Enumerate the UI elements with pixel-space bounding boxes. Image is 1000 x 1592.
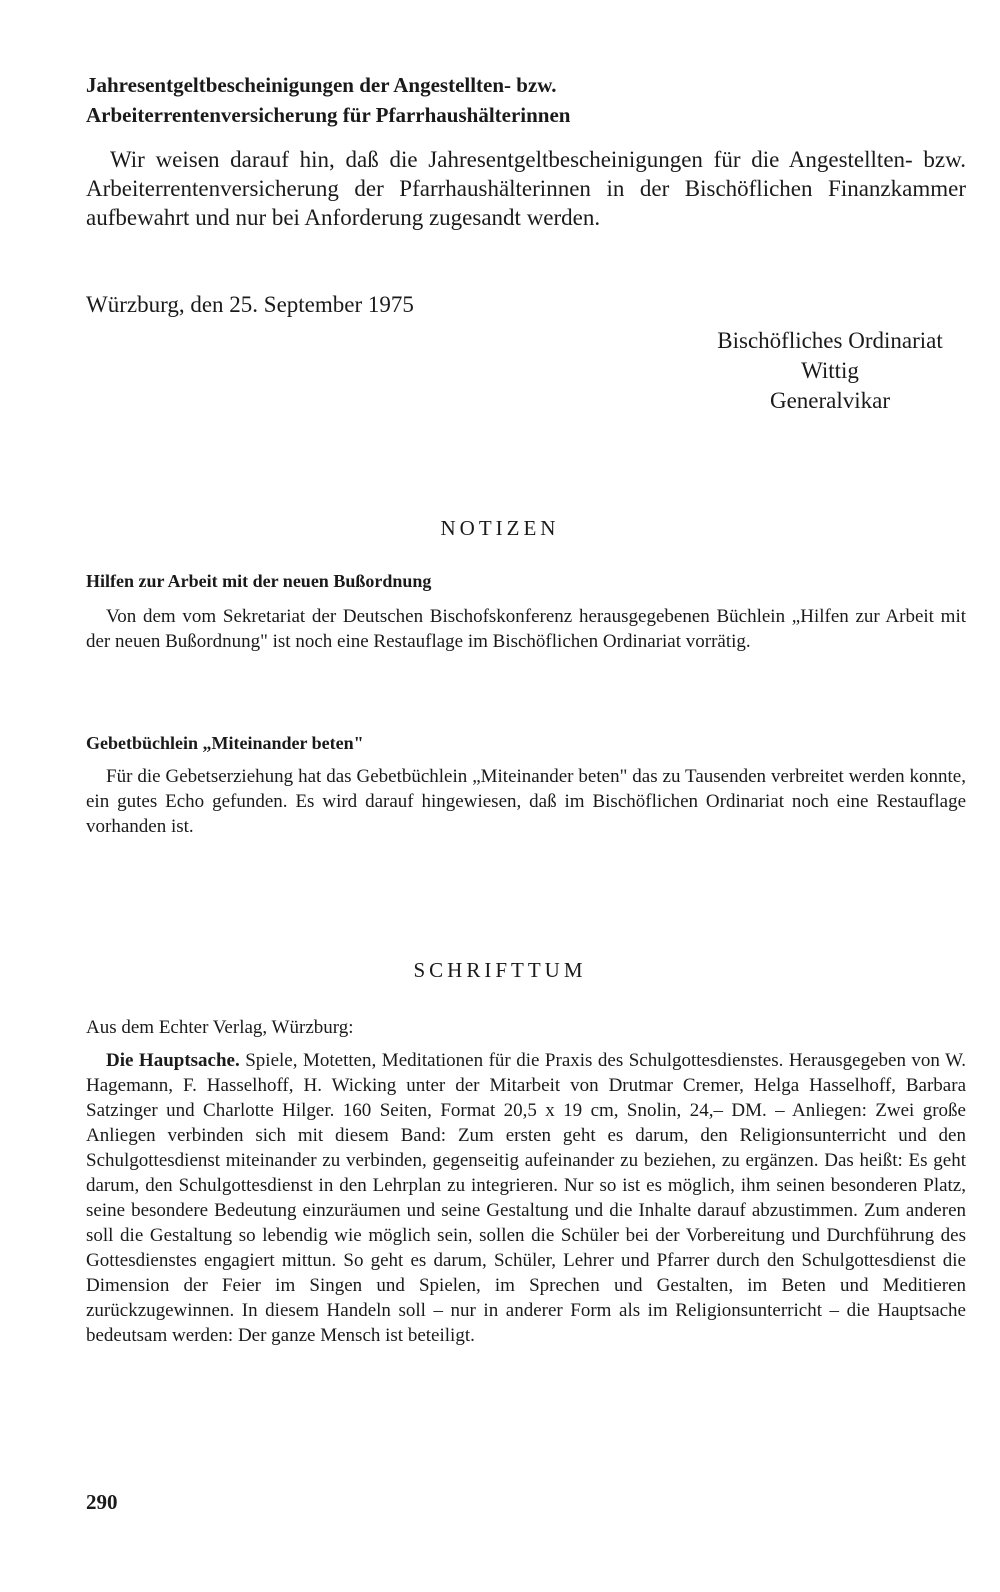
section-heading xyxy=(86,70,966,130)
notiz-2-heading: Gebetbüchlein „Miteinander beten" xyxy=(86,733,364,753)
section-body xyxy=(86,145,966,232)
book-title: Die Hauptsache. xyxy=(106,1050,240,1071)
dateline: Würzburg, den 25. September 1975 xyxy=(86,292,414,317)
notizen-title: NOTIZEN xyxy=(440,516,560,540)
heading-line-2: Arbeiterrentenversicherung für Pfarrhaushälterinnen xyxy=(86,103,571,127)
signature-org: Bischöfliches Ordinariat xyxy=(717,328,943,353)
page-number: 290 xyxy=(86,1490,118,1514)
signature-name: Wittig xyxy=(801,358,859,383)
dateline-block xyxy=(86,290,966,319)
signature-title: Generalvikar xyxy=(769,388,891,413)
notiz-1-heading: Hilfen zur Arbeit mit der neuen Bußordnung xyxy=(86,571,432,591)
publisher-line: Aus dem Echter Verlag, Würzburg: xyxy=(86,1017,354,1038)
body-paragraph: Wir weisen darauf hin, daß die Jahresentgeltbescheinigungen für die Angestellten- bzw. Arbeiterrentenversicherung der Pfarrhaushälterinnen in der Bischöflichen Finanzkammer aufbewahrt und nur bei Anforderung zugesandt werden. xyxy=(86,147,966,230)
signature-block xyxy=(690,326,970,416)
schrifttum-block xyxy=(86,1015,966,1348)
book-entry xyxy=(86,1048,966,1348)
book-description: Spiele, Motetten, Meditationen für die Praxis des Schulgottesdienstes. Herausgegeben von W. Hagemann, F. Hasselhoff, H. Wicking unter der Mitarbeit von Drutmar Cremer, Helga Hasselhoff, Barbara Satzinger und Charlotte Hilger. 160 Seiten, Format 20,5 x 19 cm, Snolin, 24,– DM. – Anliegen: Zwei große Anliegen verbinden sich mit diesem Band: Zum ersten geht es darum, den Religionsunterricht und den Schulgottesdienst miteinander zu verbinden, gegenseitig aufeinander zu beziehen, zu ergänzen. Das heißt: Es geht darum, den Schulgottesdienst in den Lehrplan zu integrieren. Nur so ist es möglich, ihm seinen besonderen Platz, seine besondere Bedeutung einzuräumen und seine Gestaltung und die Inhalte darauf abzustimmen. Zum anderen soll die Gestaltung so lebendig wie möglich sein, sollen die Schüler bei der Vorbereitung und Durchführung des Gottesdienstes engagiert mittun. So geht es darum, Schüler, Lehrer und Pfarrer durch den Schulgottesdienst die Dimension der Feier im Singen und Spielen, im Sprechen und Gestalten, im Beten und Meditieren zurückzugewinnen. In diesem Handeln soll – nur in anderer Form als im Religionsunterricht – die Hauptsache bedeutsam werden: Der ganze Mensch ist beteiligt. xyxy=(86,1050,967,1346)
notiz-item-1 xyxy=(86,568,966,654)
notiz-1-body: Von dem vom Sekretariat der Deutschen Bischofskonferenz herausgegebenen Büchlein „Hilfen zur Arbeit mit der neuen Bußordnung" ist noch eine Restauflage im Bischöflichen Ordinariat vorrätig. xyxy=(86,606,966,652)
notiz-item-2 xyxy=(86,730,966,839)
heading-line-1: Jahresentgeltbescheinigungen der Angestellten- bzw. xyxy=(86,73,557,97)
schrifttum-title: SCHRIFTTUM xyxy=(413,958,587,982)
notiz-2-body: Für die Gebetserziehung hat das Gebetbüchlein „Miteinander beten" das zu Tausenden verbreitet werden konnte, ein gutes Echo gefunden. Es wird darauf hingewiesen, daß im Bischöflichen Ordinariat noch eine Restauflage vorhanden ist. xyxy=(86,766,966,837)
